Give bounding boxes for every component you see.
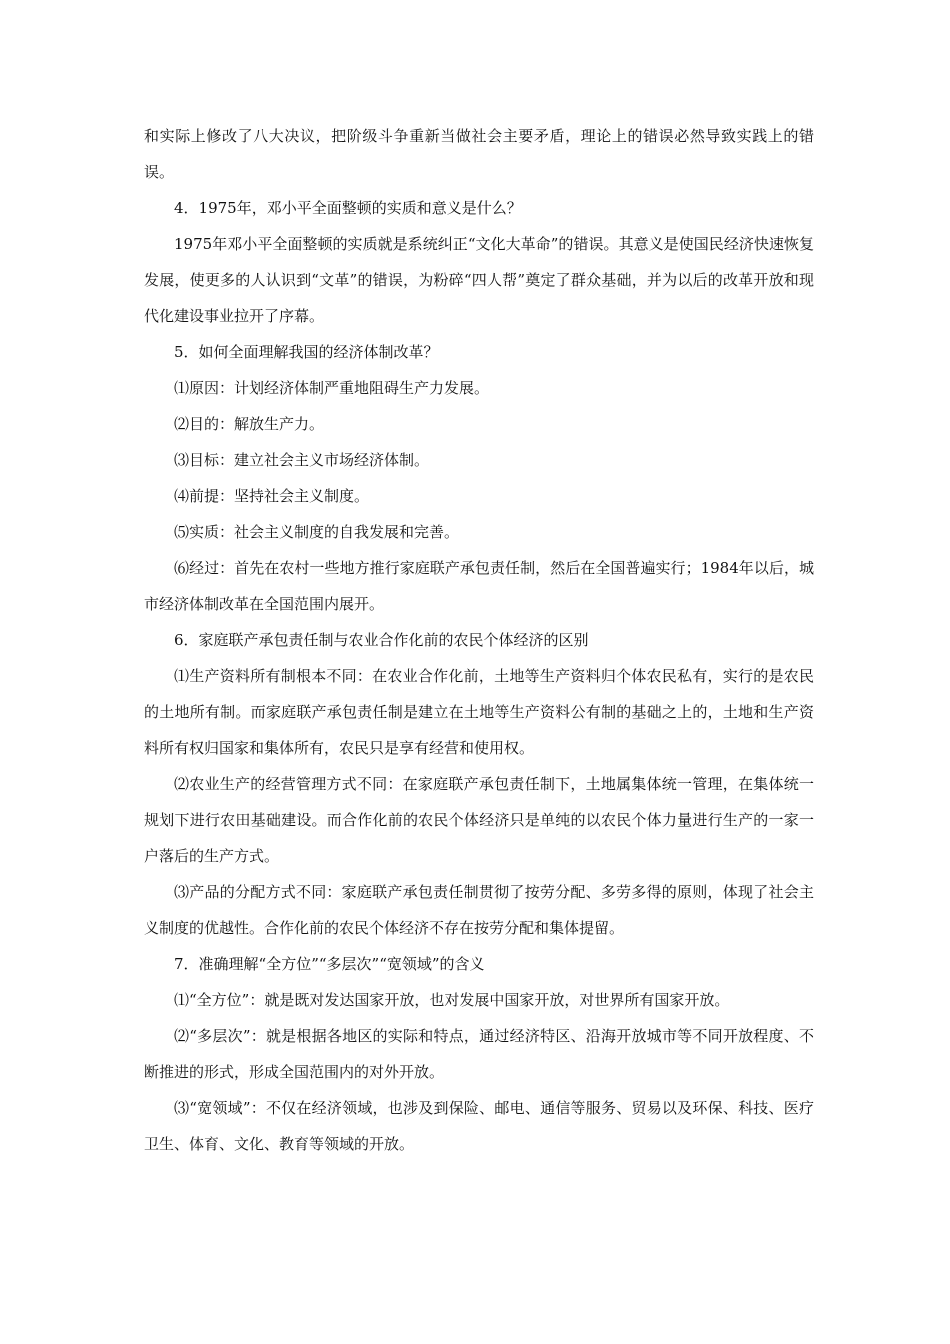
answer-5-essence: ⑸实质：社会主义制度的自我发展和完善。 [174, 523, 460, 541]
answer-7-multi-level: ⑵“多层次”：就是根据各地区的实际和特点，通过经济特区、沿海开放城市等不同开放程度、不断推进的形式，形成全国范围内的对外开放。 [144, 1027, 814, 1081]
answer-5-goal: ⑶目标：建立社会主义市场经济体制。 [174, 451, 430, 469]
answer-5-premise: ⑷前提：坚持社会主义制度。 [174, 487, 370, 505]
answer-5-reason: ⑴原因：计划经济体制严重地阻碍生产力发展。 [174, 379, 490, 397]
question-6: 6．家庭联产承包责任制与农业合作化前的农民个体经济的区别 [174, 631, 589, 649]
answer-5-purpose: ⑵目的：解放生产力。 [174, 415, 325, 433]
question-5: 5．如何全面理解我国的经济体制改革？ [174, 343, 439, 361]
answer-6-management: ⑵农业生产的经营管理方式不同：在家庭联产承包责任制下，土地属集体统一管理，在集体统一规划下进行农田基础建设。而合作化前的农民个体经济只是单纯的以农民个体力量进行生产的一家一户落后的生产方式。 [144, 775, 814, 865]
answer-7-wide-fields: ⑶“宽领域”：不仅在经济领域，也涉及到保险、邮电、通信等服务、贸易以及环保、科技、医疗卫生、体育、文化、教育等领域的开放。 [144, 1099, 814, 1153]
answer-4: 1975年邓小平全面整顿的实质就是系统纠正“文化大革命”的错误。其意义是使国民经济快速恢复发展，使更多的人认识到“文革”的错误，为粉碎“四人帮”奠定了群众基础，并为以后的改革开放和现代化建设事业拉开了序幕。 [144, 235, 814, 325]
paragraph-continuation: 和实际上修改了八大决议，把阶级斗争重新当做社会主要矛盾，理论上的错误必然导致实践上的错误。 [144, 127, 814, 181]
answer-6-ownership: ⑴生产资料所有制根本不同：在农业合作化前，土地等生产资料归个体农民私有，实行的是农民的土地所有制。而家庭联产承包责任制是建立在土地等生产资料公有制的基础之上的，土地和生产资料所有权归国家和集体所有，农民只是享有经营和使用权。 [144, 667, 814, 757]
document-body [144, 118, 814, 1162]
answer-5-process: ⑹经过：首先在农村一些地方推行家庭联产承包责任制，然后在全国普遍实行；1984年以后，城市经济体制改革在全国范围内展开。 [144, 559, 814, 613]
question-4: 4．1975年，邓小平全面整顿的实质和意义是什么？ [174, 199, 522, 217]
question-7: 7．准确理解“全方位”“多层次”“宽领域”的含义 [174, 955, 485, 973]
answer-6-distribution: ⑶产品的分配方式不同：家庭联产承包责任制贯彻了按劳分配、多劳多得的原则，体现了社会主义制度的优越性。合作化前的农民个体经济不存在按劳分配和集体提留。 [144, 883, 814, 937]
answer-7-all-directions: ⑴“全方位”：就是既对发达国家开放，也对发展中国家开放，对世界所有国家开放。 [174, 991, 730, 1009]
